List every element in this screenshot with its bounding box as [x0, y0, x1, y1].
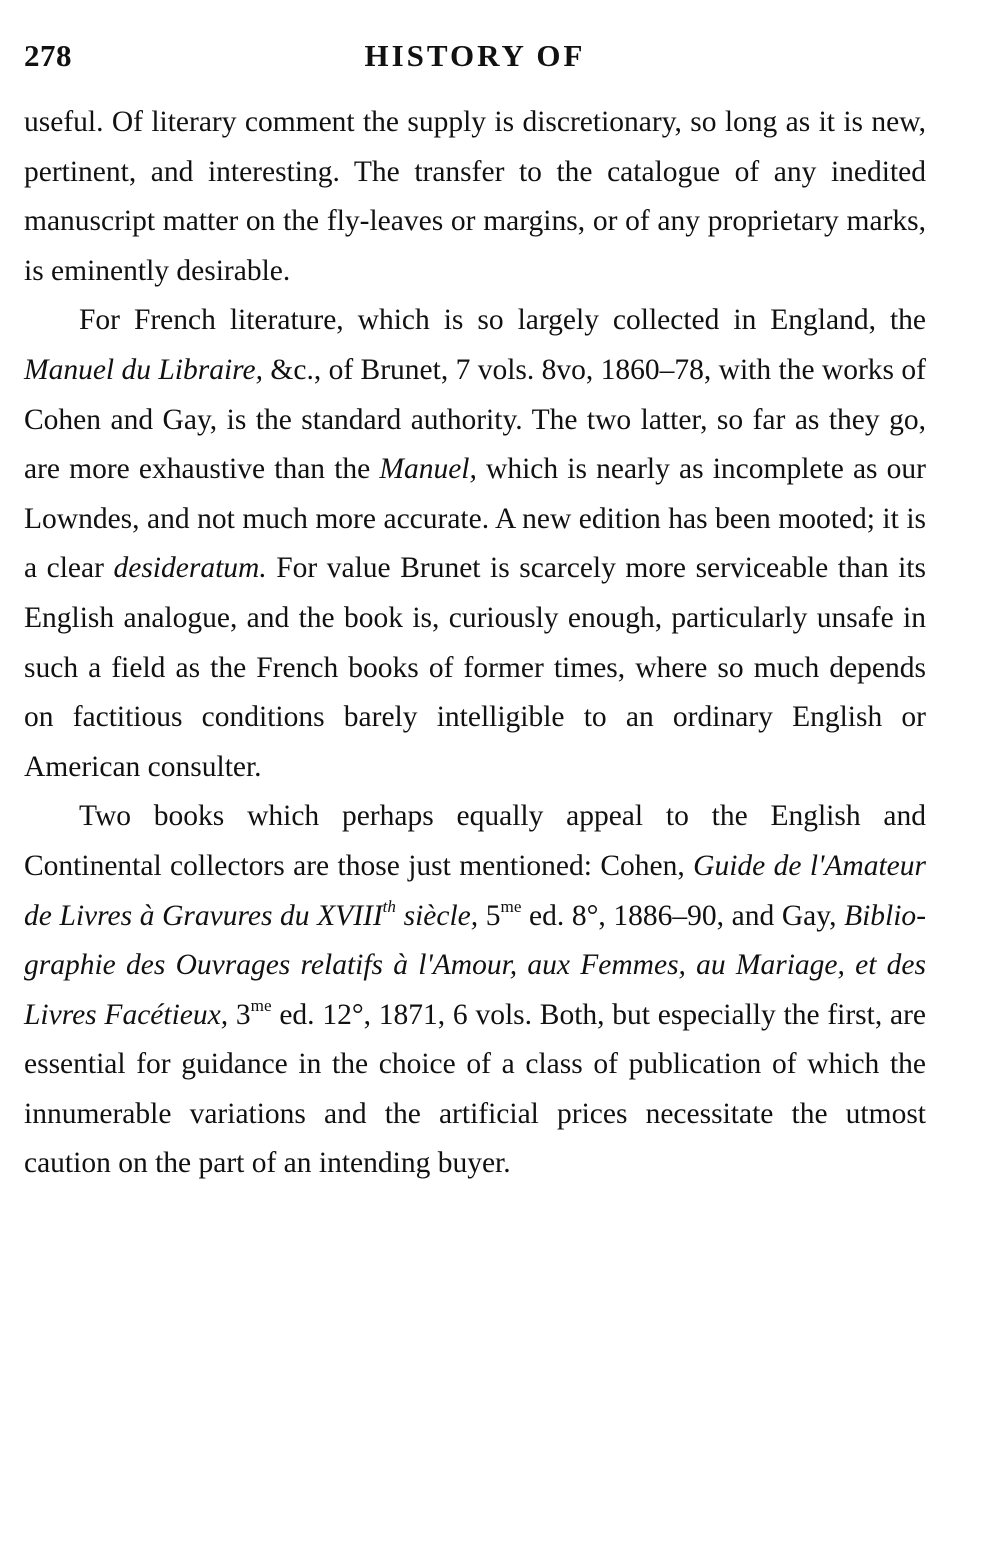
paragraph-two-books: [24, 792, 926, 1189]
text-segment: For French literature, which is so largely collected in England, the: [79, 304, 926, 337]
text-segment: Manuel,: [379, 453, 477, 486]
text-segment: me: [250, 995, 272, 1015]
page-number: 278: [24, 38, 72, 73]
text-segment: me: [500, 896, 522, 916]
text-segment: &c., of Brunet, 7 vols. 8vo, 1860–78, with the works of Cohen and Gay, is the standard authority. The two latter, so far as they go, are more exhaustive than the: [24, 353, 926, 486]
body-text: [24, 98, 926, 1189]
text-segment: Manuel du Libraire,: [24, 353, 264, 386]
text-segment: which is nearly as incomplete as our Lowndes, and not much more accurate. A new edition has been mooted; it is a clear: [24, 453, 926, 585]
text-segment: 3: [228, 998, 251, 1031]
text-segment: Bibliographie des Ouvrages relatifs à l'Amour, aux Femmes, au Mariage, et des Livres Facétieux,: [24, 899, 927, 1031]
text-segment: ed. 8°, 1886–90, and Gay,: [521, 899, 845, 932]
running-title: HISTORY OF: [364, 38, 586, 73]
text-segment: Guide de l'Amateur de Livres à Gravures du XVIII: [24, 849, 926, 932]
text-segment: For value Brunet is scarcely more serviceable than its English analogue, and the book is, curiously enough, particularly unsafe in such a field as the French books of former times, where so much depends on factitious conditions barely intelligible to an ordinary English or American consulter.: [24, 552, 926, 783]
paragraph-continuation: [24, 98, 926, 296]
text-segment: ed. 12°, 1871, 6 vols. Both, but especially the first, are essential for guidance in the choice of a class of publication of which the innumerable variations and the artificial prices necessitate the utmost caution on the part of an intending buyer.: [24, 998, 926, 1180]
text-segment: 5: [478, 899, 501, 932]
text-segment: th: [382, 896, 396, 916]
text-segment: desideratum.: [113, 552, 267, 585]
paragraph-french-literature: [24, 296, 926, 792]
book-page: [24, 38, 926, 1189]
running-head: [24, 38, 926, 98]
text-segment: Two books which perhaps equally appeal to the English and Continental collectors are those just mentioned: Cohen,: [24, 800, 926, 882]
text-segment: siècle,: [395, 899, 479, 932]
text-segment: useful. Of literary comment the supply is discretionary, so long as it is new, pertinent, and interesting. The transfer to the catalogue of any inedited manuscript matter on the fly-leaves or margins, or of any proprietary marks, is eminently desirable.: [24, 106, 926, 287]
